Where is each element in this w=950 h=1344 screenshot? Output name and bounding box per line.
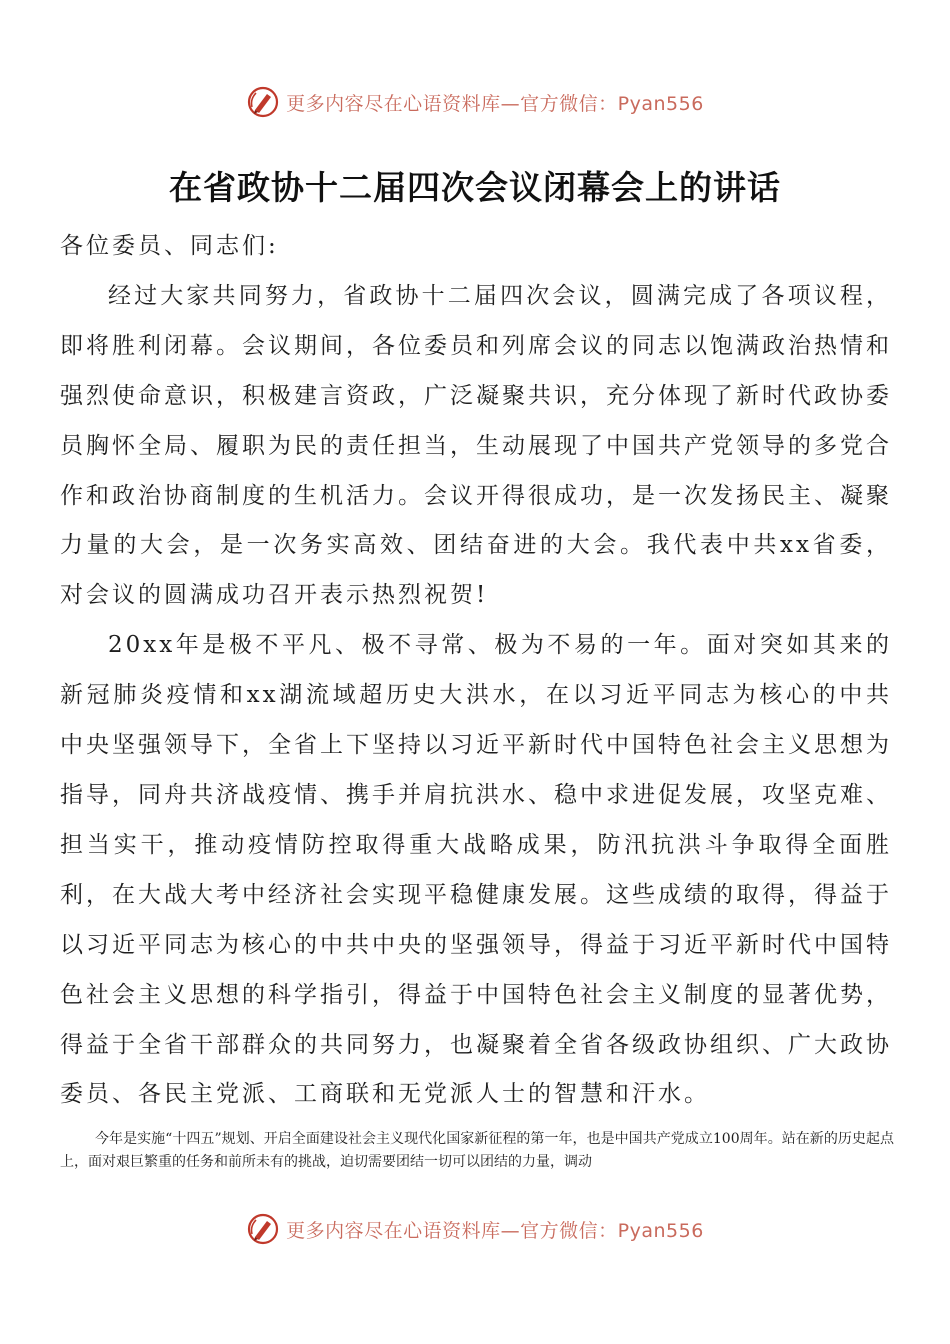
header-watermark-banner [0,82,950,122]
pen-seal-icon [246,85,280,119]
document-title: 在省政协十二届四次会议闭幕会上的讲话 [169,168,781,208]
continuation-paragraph: 今年是实施“十四五”规划、开启全面建设社会主义现代化国家新征程的第一年，也是中国共产党成立100周年。站在新的历史起点上，面对艰巨繁重的任务和前所未有的挑战，迫切需要团结一切可以团结的力量，调动 [60,1131,894,1170]
salutation: 各位委员、同志们: [60,233,279,259]
watermark-text: 更多内容尽在心语资料库—官方微信：Pyan556 [286,92,704,115]
paragraph: 经过大家共同努力，省政协十二届四次会议，圆满完成了各项议程，即将胜利闭幕。会议期间，各位委员和列席会议的同志以饱满政治热情和强烈使命意识，积极建言资政，广泛凝聚共识，充分体现了新时代政协委员胸怀全局、履职为民的责任担当，生动展现了中国共产党领导的多党合作和政治协商制度的生机活力。会议开得很成功，是一次发扬民主、凝聚力量的大会，是一次务实高效、团结奋进的大会。我代表中共xx省委，对会议的圆满成功召开表示热烈祝贺! [60,282,892,609]
paragraph: 20xx年是极不平凡、极不寻常、极为不易的一年。面对突如其来的新冠肺炎疫情和xx湖流域超历史大洪水，在以习近平同志为核心的中共中央坚强领导下，全省上下坚持以习近平新时代中国特色社会主义思想为指导，同舟共济战疫情、携手并肩抗洪水、稳中求进促发展，攻坚克难、担当实干，推动疫情防控取得重大战略成果，防汛抗洪斗争取得全面胜利，在大战大考中经济社会实现平稳健康发展。这些成绩的取得，得益于以习近平同志为核心的中共中央的坚强领导，得益于习近平新时代中国特色社会主义思想的科学指引，得益于中国特色社会主义制度的显著优势，得益于全省干部群众的共同努力，也凝聚着全省各级政协组织、广大政协委员、各民主党派、工商联和无党派人士的智慧和汗水。 [60,632,892,1108]
footer-watermark-banner [0,1209,950,1249]
watermark-text: 更多内容尽在心语资料库—官方微信：Pyan556 [286,1219,704,1242]
pen-seal-icon [246,1212,280,1246]
document-body [60,222,892,1120]
